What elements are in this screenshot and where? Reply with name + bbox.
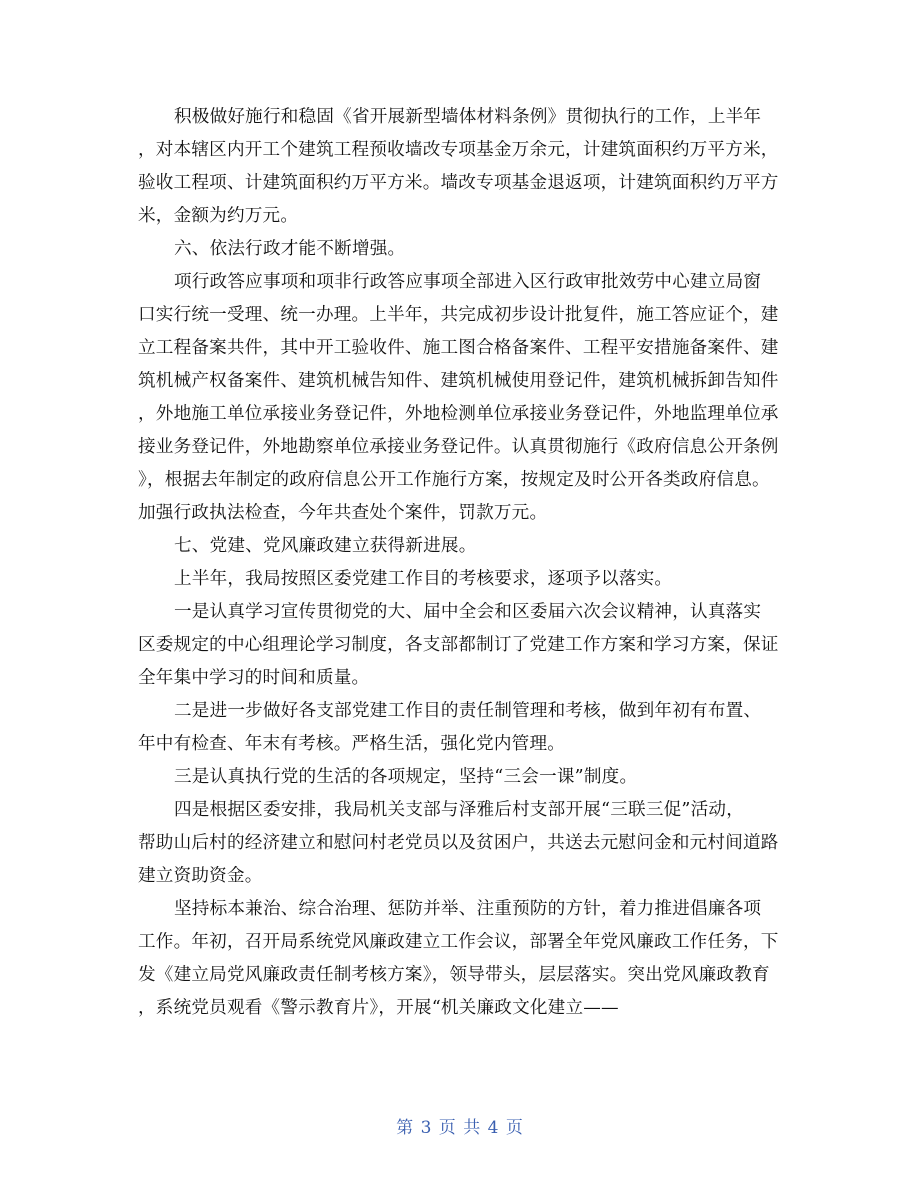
text-line: 全年集中学习的时间和质量。 — [138, 668, 370, 688]
text-line: 一是认真学习宣传贯彻党的大、届中全会和区委届六次会议精神，认真落实 — [174, 602, 762, 622]
text-line: 区委规定的中心组理论学习制度，各支部都制订了党建工作方案和学习方案，保证 — [138, 635, 779, 655]
text-line: 建立资助资金。 — [138, 866, 263, 886]
text-line: 接业务登记件，外地勘察单位承接业务登记件。认真贯彻施行《政府信息公开条例 — [138, 437, 779, 457]
text-line: 年中有检查、年末有考核。严格生活，强化党内管理。 — [138, 734, 566, 754]
document-body — [138, 101, 786, 1025]
text-line: 帮助山后村的经济建立和慰问村老党员以及贫困户，共送去元慰问金和元村间道路 — [138, 833, 779, 853]
text-line: 验收工程项、计建筑面积约万平方米。墙改专项基金退返项，计建筑面积约万平方 — [138, 173, 779, 193]
text-line: 上半年，我局按照区委党建工作目的考核要求，逐项予以落实。 — [174, 569, 673, 589]
text-line: ，外地施工单位承接业务登记件，外地检测单位承接业务登记件，外地监理单位承 — [138, 404, 779, 424]
text-line: 三是认真执行党的生活的各项规定，坚持“三会一课”制度。 — [174, 767, 638, 787]
page-footer: 第 3 页 共 4 页 — [396, 1118, 524, 1138]
text-line: ，系统党员观看《警示教育片》，开展“机关廉政文化建立—— — [138, 998, 619, 1018]
text-line: 米，金额为约万元。 — [138, 206, 299, 226]
text-line: 四是根据区委安排，我局机关支部与泽雅后村支部开展“三联三促”活动， — [174, 800, 744, 820]
text-line: 积极做好施行和稳固《省开展新型墙体材料条例》贯彻执行的工作，上半年 — [174, 107, 762, 127]
text-line: 七、党建、党风廉政建立获得新进展。 — [174, 536, 477, 556]
text-line: 口实行统一受理、统一办理。上半年，共完成初步设计批复件，施工答应证个，建 — [138, 305, 779, 325]
text-line: 坚持标本兼治、综合治理、惩防并举、注重预防的方针，着力推进倡廉各项 — [174, 899, 762, 919]
text-line: 项行政答应事项和项非行政答应事项全部进入区行政审批效劳中心建立局窗 — [174, 272, 762, 292]
text-line: 发《建立局党风廉政责任制考核方案》，领导带头，层层落实。突出党风廉政教育 — [138, 965, 770, 985]
text-line: 工作。年初，召开局系统党风廉政建立工作会议，部署全年党风廉政工作任务，下 — [138, 932, 779, 952]
text-line: 筑机械产权备案件、建筑机械告知件、建筑机械使用登记件，建筑机械拆卸告知件 — [138, 371, 779, 391]
text-line: 》，根据去年制定的政府信息公开工作施行方案，按规定及时公开各类政府信息。 — [138, 470, 770, 490]
text-line: 六、依法行政才能不断增强。 — [174, 239, 406, 259]
text-line: 二是进一步做好各支部党建工作目的责任制管理和考核，做到年初有布置、 — [174, 701, 762, 721]
text-line: 加强行政执法检查，今年共查处个案件，罚款万元。 — [138, 503, 548, 523]
text-line: 立工程备案共件，其中开工验收件、施工图合格备案件、工程平安措施备案件、建 — [138, 338, 779, 358]
text-line: ，对本辖区内开工个建筑工程预收墙改专项基金万余元，计建筑面积约万平方米， — [138, 140, 779, 160]
